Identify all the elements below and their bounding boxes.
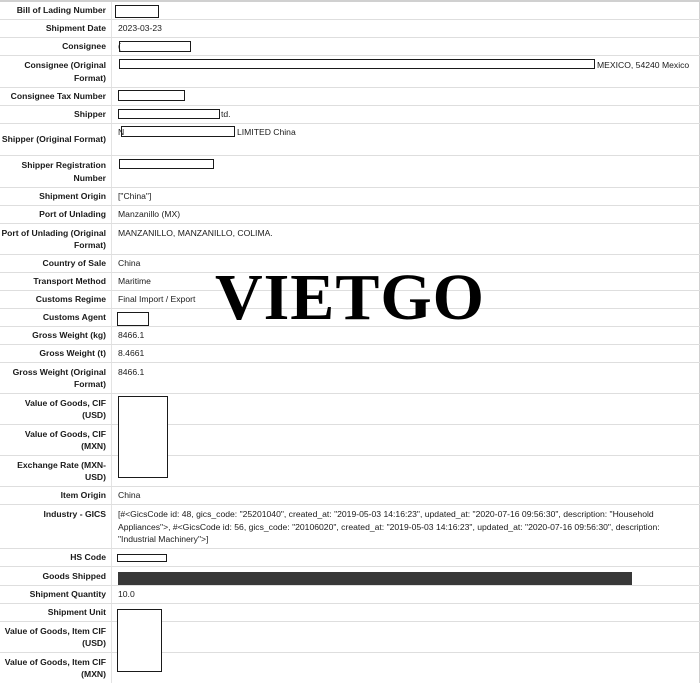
row-value: [118, 394, 692, 424]
row-hs-code: [0, 549, 700, 567]
column-divider: [111, 88, 112, 105]
redaction-value-cif-block: [118, 396, 168, 478]
row-label: Country of Sale: [42, 258, 106, 269]
row-value: 8466.1: [118, 330, 145, 341]
row-value: MANZANILLO, MANZANILLO, COLIMA.: [118, 228, 273, 238]
row-label: Goods Shipped: [42, 570, 106, 581]
column-divider: [111, 653, 112, 683]
column-divider: [111, 425, 112, 455]
shipper-original-tail: LIMITED China: [237, 127, 296, 137]
row-value-of-goods-cif-usd: [0, 394, 700, 425]
row-value: [118, 653, 692, 683]
column-divider: [111, 505, 112, 548]
redaction-goods-shipped-bar: [118, 572, 632, 585]
row-bill-of-lading-number: [0, 2, 700, 20]
row-label: Shipment Origin: [39, 191, 106, 202]
row-label: Consignee: [62, 41, 106, 52]
column-divider: [111, 549, 112, 566]
consignee-lead: (: [118, 41, 121, 51]
row-label: Value of Goods, Item CIF (USD): [4, 625, 106, 648]
row-label: Bill of Lading Number: [16, 5, 106, 16]
row-value: Final Import / Export: [118, 294, 196, 305]
column-divider: [111, 456, 112, 486]
redaction-shipper-registration: [119, 159, 214, 169]
row-value: 10.0: [118, 589, 135, 600]
row-label: Shipment Date: [45, 23, 106, 34]
row-value-of-goods-cif-mxn: [0, 425, 700, 456]
row-label: Shipment Quantity: [29, 589, 106, 600]
column-divider: [111, 106, 112, 123]
row-label: HS Code: [70, 552, 106, 563]
row-label: Gross Weight (Original Format): [12, 366, 106, 389]
row-value: 8.4661: [118, 348, 145, 359]
column-divider: [111, 345, 112, 362]
row-label: Gross Weight (t): [39, 348, 106, 359]
row-label: Value of Goods, Item CIF (MXN): [4, 656, 106, 679]
row-label: Port of Unlading (Original Format): [1, 227, 106, 250]
row-value: [118, 38, 692, 55]
column-divider: [111, 394, 112, 424]
row-value: China: [118, 258, 141, 269]
column-divider: [111, 622, 112, 652]
row-label: Exchange Rate (MXN-USD): [17, 459, 106, 482]
shipper-original-lead: N: [118, 127, 125, 137]
column-divider: [111, 2, 112, 19]
column-divider: [111, 38, 112, 55]
row-gross-weight-t: [0, 345, 700, 363]
row-shipment-origin: [0, 188, 700, 206]
row-consignee-tax-number: [0, 88, 700, 106]
row-value: [118, 456, 692, 486]
redaction-item-cif-block: [117, 609, 162, 672]
redaction-consignee: [119, 41, 191, 52]
row-label: Value of Goods, CIF (MXN): [24, 428, 106, 451]
row-consignee: [0, 38, 700, 56]
row-shipment-quantity: [0, 586, 700, 604]
shipper-name-tail: td.: [221, 109, 231, 119]
row-label: Customs Agent: [42, 312, 106, 323]
row-value: [118, 604, 692, 621]
vietgo-watermark: VIETGO: [214, 261, 486, 334]
redaction-shipper: [118, 109, 220, 119]
row-value: China: [118, 490, 141, 501]
row-value: [#<GicsCode id: 48, gics_code: "25201040", created_at: "2019-05-03 14:16:23", updated_at: "2020-07-16 09:56:30", description: "Household Appliances">, #<GicsCode id: 56, gics_code: "20106020", created_at: "2019-05-03 14:16:23", updated_at: "2020-07-16 09:56:30", description: "Industrial Machinery">]: [118, 509, 660, 544]
column-divider: [111, 567, 112, 585]
redaction-shipper-original: [121, 126, 235, 137]
row-value: [118, 622, 692, 652]
consignee-address-tail: MEXICO, 54240 Mexico: [597, 60, 690, 70]
row-label: Shipper Registration Number: [21, 160, 106, 183]
row-value-of-goods-item-cif-usd: [0, 622, 700, 653]
row-industry-gics: [0, 505, 700, 549]
column-divider: [111, 224, 112, 254]
row-item-origin: [0, 487, 700, 505]
row-label: Industry - GICS: [43, 509, 106, 519]
row-value: [118, 88, 692, 105]
row-shipper-registration-number: [0, 156, 700, 188]
redaction-consignee-original: [119, 59, 595, 69]
row-label: Shipper: [74, 109, 106, 120]
column-divider: [111, 20, 112, 37]
row-value: Manzanillo (MX): [118, 209, 181, 220]
column-divider: [111, 156, 112, 187]
row-value: 2023-03-23: [118, 23, 162, 34]
column-divider: [111, 363, 112, 393]
redaction-bill-of-lading: [115, 5, 159, 18]
row-shipment-unit: [0, 604, 700, 622]
row-shipment-date: [0, 20, 700, 38]
row-shipper-original-format: [0, 124, 700, 156]
column-divider: [111, 124, 112, 155]
row-value: [118, 425, 692, 455]
row-label: Consignee Tax Number: [10, 91, 106, 102]
row-shipper: [0, 106, 700, 124]
row-value: ["China"]: [118, 191, 152, 202]
row-value: Maritime: [118, 276, 151, 287]
column-divider: [111, 56, 112, 87]
row-label: Gross Weight (kg): [32, 330, 106, 341]
row-port-of-unlading: [0, 206, 700, 224]
row-value-of-goods-item-cif-mxn: [0, 653, 700, 683]
row-label: Consignee (Original Format): [24, 60, 106, 83]
row-value: [118, 549, 692, 566]
redaction-hs-code: [117, 554, 167, 562]
column-divider: [111, 487, 112, 504]
redaction-consignee-tax-number: [118, 90, 185, 101]
row-label: Transport Method: [33, 276, 106, 287]
row-value: 8466.1: [118, 367, 145, 377]
row-gross-weight-original-format: [0, 363, 700, 394]
row-label: Port of Unlading: [39, 209, 106, 220]
row-value: [118, 2, 692, 19]
row-label: Shipment Unit: [47, 607, 106, 618]
row-label: Value of Goods, CIF (USD): [24, 397, 106, 420]
column-divider: [111, 206, 112, 223]
column-divider: [111, 188, 112, 205]
row-label: Shipper (Original Format): [1, 134, 106, 145]
row-port-of-unlading-original-format: [0, 224, 700, 255]
row-label: Item Origin: [60, 490, 106, 501]
column-divider: [111, 604, 112, 621]
column-divider: [111, 586, 112, 603]
row-label: Customs Regime: [35, 294, 106, 305]
row-exchange-rate: [0, 456, 700, 487]
